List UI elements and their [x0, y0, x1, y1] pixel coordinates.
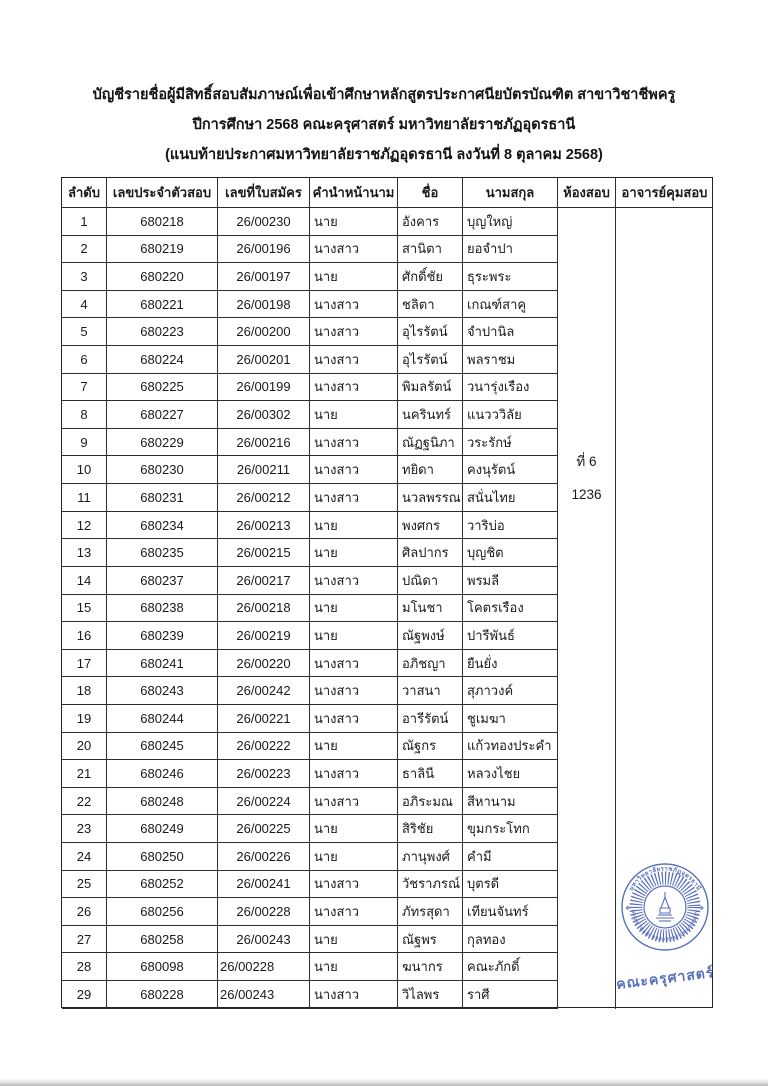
table-cell: 680220	[107, 263, 218, 291]
table-cell: นางสาว	[310, 677, 398, 705]
table-cell: 680234	[107, 512, 218, 540]
table-cell: อภิชญา	[398, 650, 463, 678]
table-cell: ขุมกระโทก	[463, 815, 558, 843]
table-cell: 26/00228	[218, 898, 310, 926]
table-cell: นาย	[310, 208, 398, 236]
table-cell: เทียนจันทร์	[463, 898, 558, 926]
table-cell: 680256	[107, 898, 218, 926]
table-cell: 26/00230	[218, 208, 310, 236]
table-cell: อังคาร	[398, 208, 463, 236]
table-cell: 10	[62, 456, 107, 484]
table-cell: 19	[62, 705, 107, 733]
table-cell: คณะภักดิ์	[463, 953, 558, 981]
table-cell: 680249	[107, 815, 218, 843]
table-cell: กุลทอง	[463, 926, 558, 954]
faculty-stamp-text: คณะครุศาสตร์	[615, 964, 716, 992]
column-header: ชื่อ	[398, 178, 463, 208]
table-cell: 5	[62, 318, 107, 346]
table-cell: 26/00216	[218, 429, 310, 457]
document-title	[0, 80, 768, 170]
table-cell: นางสาว	[310, 788, 398, 816]
table-cell: 26/00302	[218, 401, 310, 429]
title-line-2: ปีการศึกษา 2568 คณะครุศาสตร์ มหาวิทยาลัยราชภัฏอุดรธานี	[192, 117, 576, 133]
seal-bottom-text: UDON THANI RAJABHAT UNIVERSITY	[630, 909, 700, 942]
table-cell: ปณิดา	[398, 567, 463, 595]
table-cell: อุไรรัตน์	[398, 346, 463, 374]
table-cell: 680225	[107, 374, 218, 402]
table-cell: 17	[62, 650, 107, 678]
table-cell: ณัฏฐนิภา	[398, 429, 463, 457]
university-seal-stamp	[615, 851, 716, 1006]
table-cell: นางสาว	[310, 705, 398, 733]
table-cell: นาย	[310, 539, 398, 567]
table-cell: 15	[62, 595, 107, 623]
table-cell: ราศี	[463, 981, 558, 1009]
table-cell: วนารุ่งเรือง	[463, 374, 558, 402]
proctor-cell	[616, 208, 714, 1009]
table-cell: 26/00242	[218, 677, 310, 705]
table-cell: 26/00199	[218, 374, 310, 402]
column-header: ห้องสอบ	[558, 178, 616, 208]
table-cell: สิริชัย	[398, 815, 463, 843]
table-cell: ชูเมฆา	[463, 705, 558, 733]
table-cell: มโนชา	[398, 595, 463, 623]
table-cell: 26/00215	[218, 539, 310, 567]
table-cell: นาย	[310, 401, 398, 429]
table-cell: นางสาว	[310, 374, 398, 402]
examinee-table	[61, 177, 716, 1008]
table-cell: 680246	[107, 760, 218, 788]
column-header: เลขประจำตัวสอบ	[107, 178, 218, 208]
table-cell: ณัฐพร	[398, 926, 463, 954]
table-cell: ภัทรสุดา	[398, 898, 463, 926]
table-cell: 25	[62, 871, 107, 899]
table-cell: นางสาว	[310, 429, 398, 457]
table-cell: 680223	[107, 318, 218, 346]
table-cell: นาย	[310, 843, 398, 871]
table-cell: นางสาว	[310, 318, 398, 346]
table-cell: 26/00222	[218, 733, 310, 761]
table-cell: พลราชม	[463, 346, 558, 374]
table-cell: 22	[62, 788, 107, 816]
table-cell: 680250	[107, 843, 218, 871]
table-cell: 26/00243	[218, 926, 310, 954]
table-cell: วิไลพร	[398, 981, 463, 1009]
title-line-1: บัญชีรายชื่อผู้มีสิทธิ์สอบสัมภาษณ์เพื่อเข้าศึกษาหลักสูตรประกาศนียบัตรบัณฑิต สาขาวิชาชีพครู	[92, 87, 676, 103]
table-cell: เกณฑ์สาคู	[463, 291, 558, 319]
table-cell: 8	[62, 401, 107, 429]
seal-left-marker-icon: ❖	[625, 906, 631, 912]
table-cell: นางสาว	[310, 236, 398, 264]
table-cell: 26/00212	[218, 484, 310, 512]
table-cell: 26/00201	[218, 346, 310, 374]
table-cell: 11	[62, 484, 107, 512]
table-cell: 680224	[107, 346, 218, 374]
table-cell: 680235	[107, 539, 218, 567]
table-cell: 3	[62, 263, 107, 291]
table-cell: ปารีพันธ์	[463, 622, 558, 650]
table-cell: 680230	[107, 456, 218, 484]
table-cell: นางสาว	[310, 567, 398, 595]
table-cell: 26/00218	[218, 595, 310, 623]
table-cell: 680248	[107, 788, 218, 816]
column-header: คำนำหน้านาม	[310, 178, 398, 208]
table-cell: 23	[62, 815, 107, 843]
table-cell: ภานุพงศ์	[398, 843, 463, 871]
table-cell: นางสาว	[310, 346, 398, 374]
table-cell: จำปานิล	[463, 318, 558, 346]
table-cell: 26/00228	[218, 953, 310, 981]
table-cell: 26/00213	[218, 512, 310, 540]
table-cell: นครินทร์	[398, 401, 463, 429]
table-cell: วัชราภรณ์	[398, 871, 463, 899]
table-cell: แก้วทองประคำ	[463, 733, 558, 761]
table-cell: สนั่นไทย	[463, 484, 558, 512]
table-cell: 680241	[107, 650, 218, 678]
table-body-grid	[62, 208, 558, 1009]
table-cell: 26/00211	[218, 456, 310, 484]
table-cell: 26/00196	[218, 236, 310, 264]
table-cell: นางสาว	[310, 981, 398, 1009]
table-cell: ณัฐพงษ์	[398, 622, 463, 650]
table-cell: 18	[62, 677, 107, 705]
table-cell: นวลพรรณ	[398, 484, 463, 512]
table-cell: 28	[62, 953, 107, 981]
table-cell: 20	[62, 733, 107, 761]
table-cell: ศักดิ์ชัย	[398, 263, 463, 291]
table-cell: 26/00200	[218, 318, 310, 346]
seal-top-text: มหาวิทยาลัยราชภัฏอุดรธานี	[628, 866, 702, 892]
table-cell: 680221	[107, 291, 218, 319]
table-cell: 680239	[107, 622, 218, 650]
table-cell: 26/00197	[218, 263, 310, 291]
table-cell: 680228	[107, 981, 218, 1009]
table-cell: นาย	[310, 953, 398, 981]
table-cell: พรมลี	[463, 567, 558, 595]
table-cell: 680219	[107, 236, 218, 264]
table-cell: 26/00221	[218, 705, 310, 733]
table-cell: ธาลินี	[398, 760, 463, 788]
table-cell: 6	[62, 346, 107, 374]
table-cell: 26/00220	[218, 650, 310, 678]
table-cell: 21	[62, 760, 107, 788]
exam-room-number: ที่ 6	[576, 454, 597, 469]
table-cell: 680229	[107, 429, 218, 457]
column-header: ลำดับ	[62, 178, 107, 208]
table-cell: อุไรรัตน์	[398, 318, 463, 346]
table-cell: ชลิตา	[398, 291, 463, 319]
table-cell: บุตรดี	[463, 871, 558, 899]
table-cell: อารีรัตน์	[398, 705, 463, 733]
table-cell: คงนุรัตน์	[463, 456, 558, 484]
table-cell: วระรักษ์	[463, 429, 558, 457]
table-cell: นาย	[310, 263, 398, 291]
table-cell: 680231	[107, 484, 218, 512]
table-cell: 680218	[107, 208, 218, 236]
column-header: เลขที่ใบสมัคร	[218, 178, 310, 208]
table-cell: 26/00226	[218, 843, 310, 871]
table-cell: โคตรเรือง	[463, 595, 558, 623]
table-cell: 680098	[107, 953, 218, 981]
table-cell: นาย	[310, 733, 398, 761]
title-line-3: (แนบท้ายประกาศมหาวิทยาลัยราชภัฏอุดรธานี ลงวันที่ 8 ตุลาคม 2568)	[165, 147, 603, 163]
table-cell: นางสาว	[310, 898, 398, 926]
table-cell: 680252	[107, 871, 218, 899]
table-cell: นางสาว	[310, 456, 398, 484]
table-cell: นาย	[310, 815, 398, 843]
table-cell: ฆนากร	[398, 953, 463, 981]
table-cell: 29	[62, 981, 107, 1009]
table-cell: 4	[62, 291, 107, 319]
table-cell: นาย	[310, 926, 398, 954]
table-cell: 26/00223	[218, 760, 310, 788]
table-cell: ยืนยั่ง	[463, 650, 558, 678]
table-cell: วาสนา	[398, 677, 463, 705]
table-cell: สีหานาม	[463, 788, 558, 816]
table-cell: ธุระพระ	[463, 263, 558, 291]
table-cell: 7	[62, 374, 107, 402]
table-cell: 680243	[107, 677, 218, 705]
table-cell: วาริบ่อ	[463, 512, 558, 540]
table-cell: 680238	[107, 595, 218, 623]
table-cell: บุญใหญ่	[463, 208, 558, 236]
table-cell: นาย	[310, 512, 398, 540]
table-cell: ยอจำปา	[463, 236, 558, 264]
table-cell: 16	[62, 622, 107, 650]
table-cell: แนวววิลัย	[463, 401, 558, 429]
table-cell: 9	[62, 429, 107, 457]
exam-room-code: 1236	[571, 487, 602, 502]
table-cell: 26/00198	[218, 291, 310, 319]
table-cell: 680244	[107, 705, 218, 733]
table-cell: นางสาว	[310, 871, 398, 899]
table-cell: สานิตา	[398, 236, 463, 264]
column-header: นามสกุล	[463, 178, 558, 208]
table-cell: นาย	[310, 595, 398, 623]
table-cell: หลวงไชย	[463, 760, 558, 788]
table-cell: พงศกร	[398, 512, 463, 540]
table-cell: นางสาว	[310, 760, 398, 788]
table-cell: นางสาว	[310, 650, 398, 678]
table-cell: ณัฐกร	[398, 733, 463, 761]
table-cell: 2	[62, 236, 107, 264]
scan-edge	[0, 1078, 768, 1086]
table-cell: พิมลรัตน์	[398, 374, 463, 402]
table-cell: บุญชิต	[463, 539, 558, 567]
table-cell: 13	[62, 539, 107, 567]
table-cell: นางสาว	[310, 484, 398, 512]
exam-room-cell	[558, 208, 616, 1009]
table-cell: 26/00217	[218, 567, 310, 595]
table-cell: 12	[62, 512, 107, 540]
table-cell: 26	[62, 898, 107, 926]
table-cell: ทยิดา	[398, 456, 463, 484]
table-cell: 14	[62, 567, 107, 595]
table-cell: 26/00225	[218, 815, 310, 843]
table-cell: อภิระมณ	[398, 788, 463, 816]
table-cell: 26/00243	[218, 981, 310, 1009]
table-cell: 680245	[107, 733, 218, 761]
table-cell: 26/00219	[218, 622, 310, 650]
table-cell: 680227	[107, 401, 218, 429]
column-header: อาจารย์คุมสอบ	[616, 178, 713, 208]
table-cell: 26/00241	[218, 871, 310, 899]
table-cell: 27	[62, 926, 107, 954]
table-cell: 680258	[107, 926, 218, 954]
table-cell: 680237	[107, 567, 218, 595]
table-cell: นาย	[310, 622, 398, 650]
table-cell: นางสาว	[310, 291, 398, 319]
university-seal-icon	[618, 851, 712, 963]
table-header-row	[62, 178, 712, 208]
table-cell: ศิลปากร	[398, 539, 463, 567]
table-cell: สุภาวงค์	[463, 677, 558, 705]
seal-right-marker-icon: ❖	[699, 906, 705, 912]
table-cell: 24	[62, 843, 107, 871]
table-cell: 26/00224	[218, 788, 310, 816]
table-cell: คำมี	[463, 843, 558, 871]
table-cell: 1	[62, 208, 107, 236]
